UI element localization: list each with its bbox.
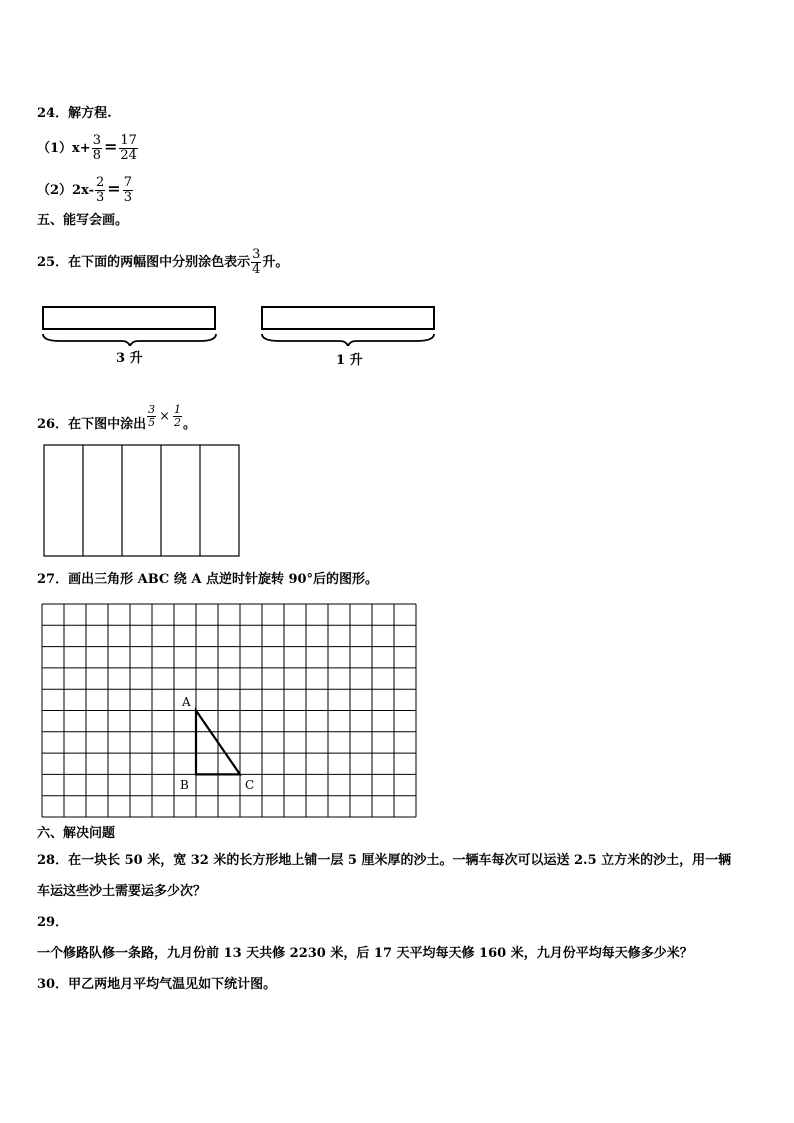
fraction-numerator: 3 xyxy=(148,403,156,416)
q24-title: 24．解方程. xyxy=(37,106,112,121)
q25-prompt xyxy=(37,248,288,277)
fraction-denominator: 5 xyxy=(148,416,156,429)
fraction-denominator: 24 xyxy=(120,148,137,163)
q26-fraction-1 xyxy=(147,404,156,429)
q27-label-a: A xyxy=(182,695,191,709)
q24-eq1-equals: = xyxy=(103,137,118,156)
q26-outline xyxy=(44,445,239,556)
q27-label-b: B xyxy=(180,778,189,792)
section-5-heading: 五、能写会画。 xyxy=(37,213,129,228)
q29-text: 一个修路队修一条路，九月份前 13 天共修 2230 米，后 17 天平均每天修 160 米，九月份平均每天修多少米？ xyxy=(37,946,693,961)
fraction-numerator: 7 xyxy=(123,175,132,190)
q27-label-c: C xyxy=(245,778,255,792)
q26-prefix: 26．在下图中涂出 xyxy=(37,417,147,432)
q26-suffix: 。 xyxy=(183,417,197,432)
q27-title: 27．画出三角形 ABC 绕 A 点逆时针旋转 90°后的图形。 xyxy=(37,572,379,587)
q28-line-1: 28．在一块长 50 米，宽 32 米的长方形地上铺一层 5 厘米厚的沙土。一辆车每次可以运送 2.5 立方米的沙土，用一辆 xyxy=(37,853,732,868)
fraction-numerator: 3 xyxy=(252,247,261,262)
q24-eq2-fraction-left xyxy=(95,176,105,205)
q24-eq2-prefix: （2）2x- xyxy=(37,183,95,198)
q27-grid xyxy=(40,602,420,818)
section-6-heading: 六、解决问题 xyxy=(37,826,116,841)
q25-bar-right-label: 1 升 xyxy=(336,353,363,368)
q24-equation-1 xyxy=(37,134,139,163)
q25-bar-left-label: 3 升 xyxy=(116,351,143,366)
q26-column-rectangle xyxy=(43,444,241,558)
q25-fraction xyxy=(251,248,261,277)
q28-line-2: 车运这些沙土需要运多少次？ xyxy=(37,884,207,899)
q24-eq1-fraction-right xyxy=(119,134,138,163)
q24-eq2-fraction-right xyxy=(123,176,133,205)
fraction-numerator: 3 xyxy=(92,133,101,148)
fraction-numerator: 2 xyxy=(96,175,105,190)
q25-bar-left xyxy=(40,304,220,346)
q29-number: 29． xyxy=(37,915,69,930)
q24-eq1-fraction-left xyxy=(92,134,102,163)
q24-equation-2 xyxy=(37,176,134,205)
q25-bar-right xyxy=(258,304,438,346)
fraction-denominator: 8 xyxy=(92,148,101,163)
fraction-denominator: 3 xyxy=(123,190,132,205)
q25-prefix: 25．在下面的两幅图中分别涂色表示 xyxy=(37,255,251,270)
q24-eq2-equals: = xyxy=(107,179,121,198)
fraction-denominator: 4 xyxy=(252,262,261,277)
q24-eq1-prefix: （1）x+ xyxy=(37,141,91,156)
fraction-denominator: 3 xyxy=(96,190,105,205)
fraction-numerator: 17 xyxy=(120,133,137,148)
q30-prompt: 30．甲乙两地月平均气温见如下统计图。 xyxy=(37,977,277,992)
q26-times: × xyxy=(159,409,170,424)
fraction-numerator: 1 xyxy=(174,403,181,416)
q25-suffix: 升。 xyxy=(262,255,289,270)
fraction-denominator: 2 xyxy=(174,416,181,429)
q26-fraction-2 xyxy=(173,404,182,429)
q26-prompt xyxy=(37,403,197,437)
